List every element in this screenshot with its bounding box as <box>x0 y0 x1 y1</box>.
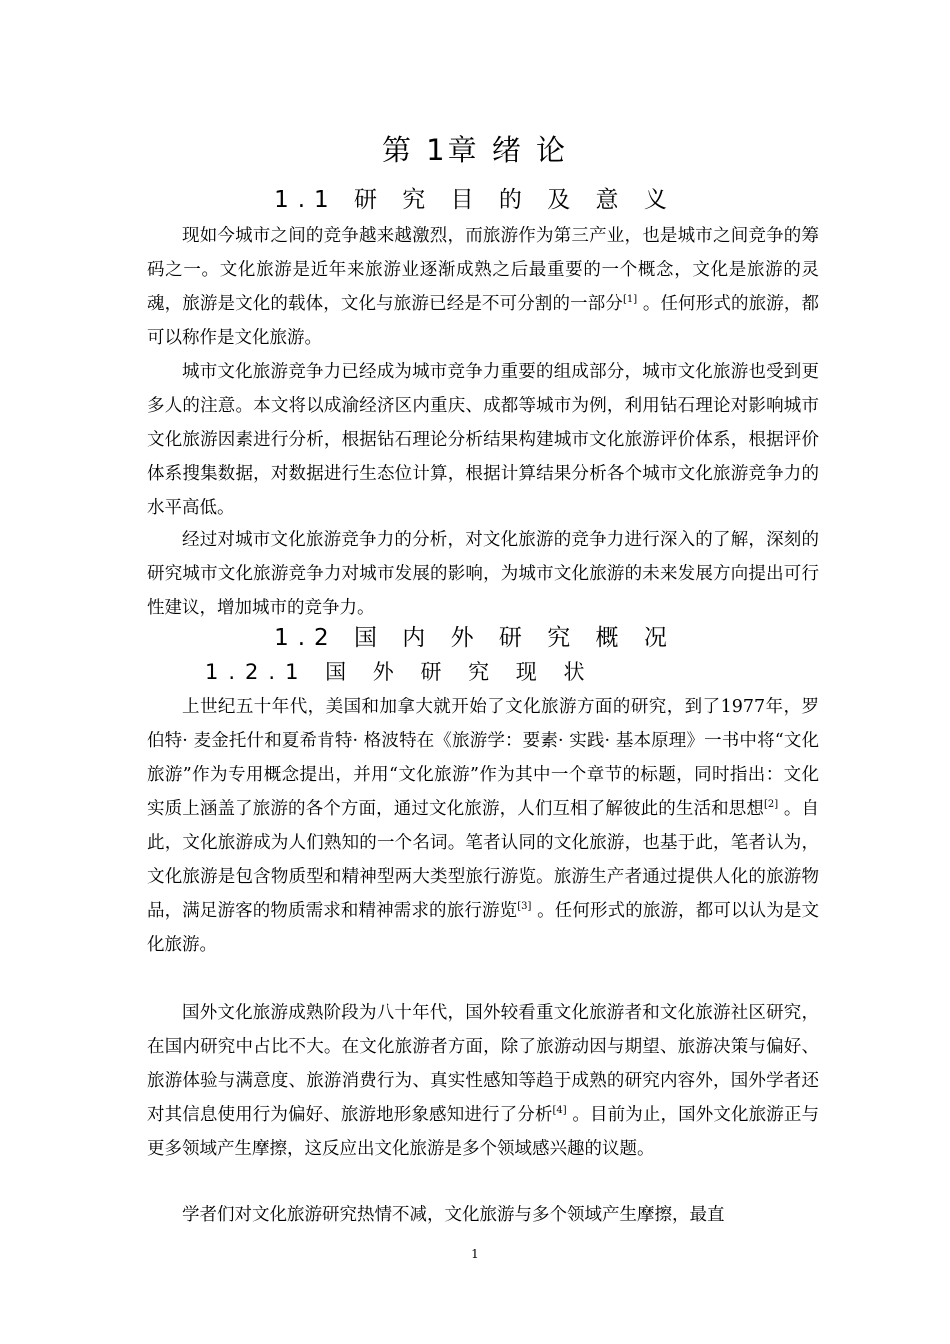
paragraph-text: 。目前为止，国外文化旅游正与更多领域产生摩擦，这反应出文化旅游是多个领域感兴趣的议题。 <box>147 1105 820 1159</box>
page-number: 1 <box>471 1247 479 1261</box>
section-title-1-2: 1.2 国 内 外 研 究 概 况 <box>274 625 676 651</box>
chapter-title: 第 1章 绪 论 <box>381 133 569 167</box>
paragraph-purpose-1 <box>147 219 819 355</box>
paragraph-text: 上世纪五十年代，美国和加拿大就开始了文化旅游方面的研究，到了1977年，罗伯特· 麦金托什和夏希肯特· 格波特在《旅游学：要素· 实践· 基本原理》一书中将“文化旅游”作为专用概念提出，并用“文化旅游”作为其中一个章节的标题，同时指出：文化实质上涵盖了旅游的各个方面，通过文化旅游，人们互相了解彼此的生活和思想 <box>147 697 819 819</box>
paragraph-foreign-3: 学者们对文化旅游研究热情不减，文化旅游与多个领域产生摩擦，最直 <box>182 1205 725 1225</box>
paragraph-foreign-2 <box>147 996 819 1166</box>
paragraph-purpose-2: 城市文化旅游竞争力已经成为城市竞争力重要的组成部分，城市文化旅游也受到更多人的注意。本文将以成渝经济区内重庆、成都等城市为例，利用钻石理论对影响城市文化旅游因素进行分析，根据钻石理论分析结果构建城市文化旅游评价体系，根据评价体系搜集数据，对数据进行生态位计算，根据计算结果分析各个城市文化旅游竞争力的水平高低。 <box>147 362 819 518</box>
citation-ref: [2] <box>764 799 779 811</box>
paragraph-text: 。任何形式的旅游，都可以称作是文化旅游。 <box>147 294 820 348</box>
subsection-title-1-2-1: 1.2.1 国 外 研 究 现 状 <box>205 660 595 684</box>
paragraph-text: 国外文化旅游成熟阶段为八十年代，国外较看重文化旅游者和文化旅游社区研究，在国内研究中占比不大。在文化旅游者方面，除了旅游动因与期望、旅游决策与偏好、旅游体验与满意度、旅游消费行为、真实性感知等趋于成熟的研究内容外，国外学者还对其信息使用行为偏好、旅游地形象感知进行了分析 <box>147 1003 819 1125</box>
citation-ref: [3] <box>517 901 532 913</box>
paragraph-foreign-1 <box>147 690 819 962</box>
paragraph-purpose-3: 经过对城市文化旅游竞争力的分析，对文化旅游的竞争力进行深入的了解，深刻的研究城市文化旅游竞争力对城市发展的影响，为城市文化旅游的未来发展方向提出可行性建议，增加城市的竞争力。 <box>147 530 819 618</box>
paragraph-text: 。自此，文化旅游成为人们熟知的一个名词。笔者认同的文化旅游，也基于此，笔者认为，文化旅游是包含物质型和精神型两大类型旅行游览。旅游生产者通过提供人化的旅游物品，满足游客的物质需求和精神需求的旅行游览 <box>147 799 819 921</box>
section-title-1-1: 1.1 研 究 目 的 及 意 义 <box>274 187 676 213</box>
paragraph-text: 现如今城市之间的竞争越来越激烈，而旅游作为第三产业，也是城市之间竞争的筹码之一。文化旅游是近年来旅游业逐渐成熟之后最重要的一个概念，文化是旅游的灵魂，旅游是文化的载体，文化与旅游已经是不可分割的一部分 <box>147 226 819 314</box>
citation-ref: [4] <box>552 1105 567 1117</box>
paragraph-text: 。任何形式的旅游，都可以认为是文化旅游。 <box>147 901 820 955</box>
citation-ref: [1] <box>622 294 638 306</box>
